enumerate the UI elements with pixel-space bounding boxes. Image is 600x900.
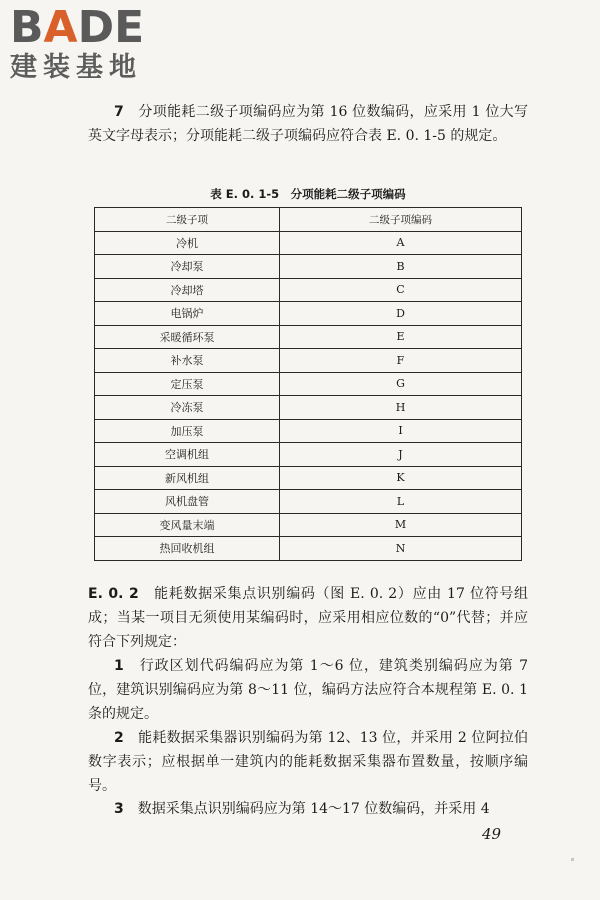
item-name: 采暖循环泵 xyxy=(95,325,280,349)
logo-wordmark: BADE xyxy=(10,2,145,53)
item-name: 电锅炉 xyxy=(95,302,280,326)
table-row xyxy=(95,231,522,255)
item-number: 3 xyxy=(114,801,124,817)
table-row xyxy=(95,255,522,279)
page-number: 49 xyxy=(482,825,502,843)
item-code: E xyxy=(280,325,522,349)
item-code: C xyxy=(280,278,522,302)
item-code: M xyxy=(280,513,522,537)
item-name: 冷机 xyxy=(95,231,280,255)
table-caption: 表 E. 0. 1-5 分项能耗二级子项编码 xyxy=(210,187,406,201)
table-row xyxy=(95,419,522,443)
item-3 xyxy=(88,797,528,821)
table-row xyxy=(95,466,522,490)
item-name: 空调机组 xyxy=(95,443,280,467)
table-header-row xyxy=(95,208,522,232)
table-row xyxy=(95,372,522,396)
table-row xyxy=(95,490,522,514)
item-code: A xyxy=(280,231,522,255)
item-code: D xyxy=(280,302,522,326)
item-name: 冷却泵 xyxy=(95,255,280,279)
column-header: 二级子项 xyxy=(95,208,280,232)
item-code: K xyxy=(280,466,522,490)
table-row xyxy=(95,349,522,373)
logo-subtitle: 建装基地 xyxy=(10,52,142,83)
site-logo xyxy=(10,4,210,84)
item-text: 行政区划代码编码应为第 1～6 位，建筑类别编码应为第 7 位，建筑识别编码应为第 8～11 位，编码方法应符合本规程第 E. 0. 1 条的规定。 xyxy=(88,658,529,722)
table-row xyxy=(95,537,522,561)
item-name: 冷冻泵 xyxy=(95,396,280,420)
item-number: 2 xyxy=(114,730,124,746)
item-code: J xyxy=(280,443,522,467)
column-header: 二级子项编码 xyxy=(280,208,522,232)
item-1 xyxy=(88,654,528,726)
item-text: 数据采集点识别编码应为第 14～17 位数编码，并采用 4 xyxy=(137,801,490,817)
item-code: F xyxy=(280,349,522,373)
item-code: L xyxy=(280,490,522,514)
item-text: 能耗数据采集器识别编码为第 12、13 位，并采用 2 位阿拉伯数字表示；应根据单一建筑内的能耗数据采集器布置数量，按顺序编号。 xyxy=(88,730,529,794)
item-code: N xyxy=(280,537,522,561)
item-name: 热回收机组 xyxy=(95,537,280,561)
table-row xyxy=(95,513,522,537)
item-code: B xyxy=(280,255,522,279)
item-name: 补水泵 xyxy=(95,349,280,373)
clause-number: 7 xyxy=(114,104,124,120)
item-code: G xyxy=(280,372,522,396)
table-row xyxy=(95,278,522,302)
item-name: 加压泵 xyxy=(95,419,280,443)
table-row xyxy=(95,443,522,467)
clause-text: 分项能耗二级子项编码应为第 16 位数编码，应采用 1 位大写英文字母表示；分项能耗二级子项编码应符合表 E. 0. 1-5 的规定。 xyxy=(88,104,528,144)
clause-7 xyxy=(88,100,528,148)
item-name: 风机盘管 xyxy=(95,490,280,514)
item-2 xyxy=(88,726,528,798)
table-row xyxy=(95,325,522,349)
item-name: 新风机组 xyxy=(95,466,280,490)
table-row xyxy=(95,302,522,326)
item-name: 冷却塔 xyxy=(95,278,280,302)
item-name: 变风量末端 xyxy=(95,513,280,537)
scan-dot xyxy=(571,858,574,861)
clause-text: 能耗数据采集点识别编码（图 E. 0. 2）应由 17 位符号组成；当某一项目无须使用某编码时，应采用相应位数的“0”代替；并应符合下列规定： xyxy=(88,586,529,650)
table-row xyxy=(95,396,522,420)
item-code: H xyxy=(280,396,522,420)
item-number: 1 xyxy=(114,658,124,674)
clause-number: E. 0. 2 xyxy=(88,586,139,602)
code-table xyxy=(94,207,522,561)
clause-e02 xyxy=(88,582,528,654)
item-name: 定压泵 xyxy=(95,372,280,396)
item-code: I xyxy=(280,419,522,443)
